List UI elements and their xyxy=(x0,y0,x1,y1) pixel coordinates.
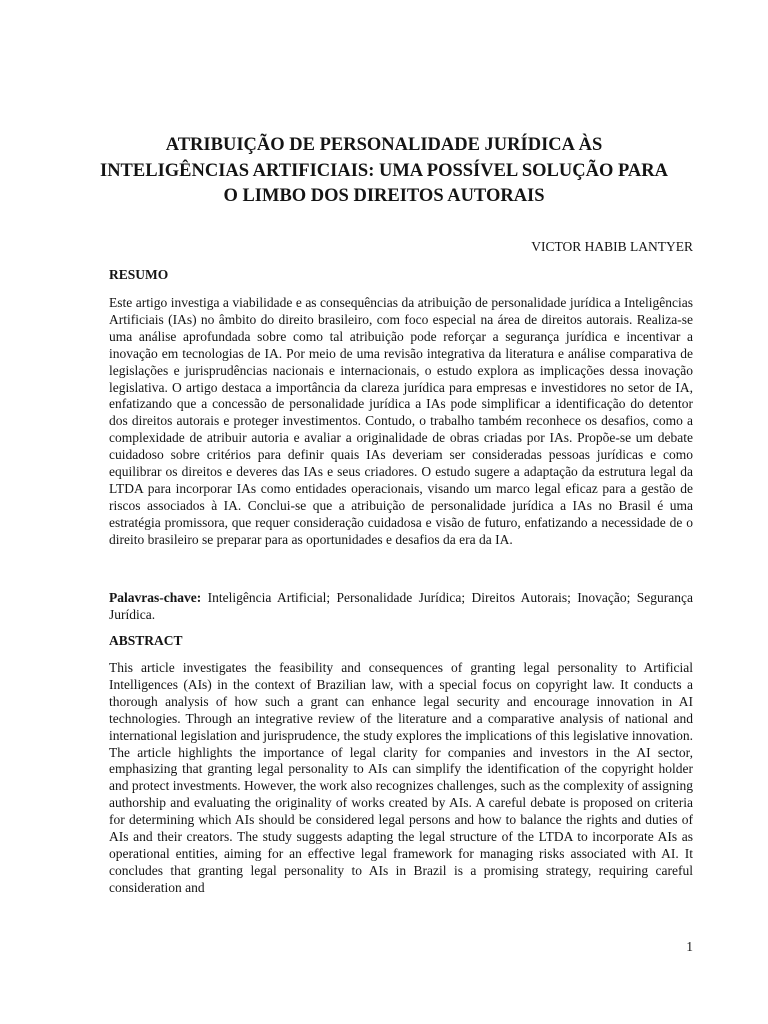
resumo-heading: RESUMO xyxy=(109,267,169,282)
page-number: 1 xyxy=(686,939,693,954)
paper-title: ATRIBUIÇÃO DE PERSONALIDADE JURÍDICA ÀS INTELIGÊNCIAS ARTIFICIAIS: UMA POSSÍVEL SOLUÇÃO PARA O LIMBO DOS DIREITOS AUTORAIS xyxy=(100,135,668,206)
abstract-body: This article investigates the feasibility and consequences of granting legal personality to Artificial Intelligences (AIs) in the context of Brazilian law, with a special focus on copyright law. It conducts a thorough analysis of how such a grant can enhance legal security and encourage innovation in AI technologies. Through an integrative review of the literature and a comparative analysis of national and international legislation and jurisprudence, the study explores the implications of this legislative innovation. The article highlights the importance of legal clarity for companies and investors in the AI sector, emphasizing that granting legal personality to AIs can simplify the identification of the copyright holder and protect investments. However, the work also recognizes challenges, such as the complexity of assigning authorship and evaluating the originality of works created by AIs. A careful debate is proposed on criteria for determining which AIs should be considered legal persons and how to balance the rights and duties of AIs and their creators. The study suggests adapting the legal structure of the LTDA to incorporate AIs as operational entities, aiming for an effective legal framework for managing risks associated with AI. It concludes that granting legal personality to AIs in Brazil is a promising strategy, requiring careful consideration and xyxy=(109,660,693,895)
author-name: VICTOR HABIB LANTYER xyxy=(531,239,693,254)
keywords-list: Inteligência Artificial; Personalidade Jurídica; Direitos Autorais; Inovação; Segurança Jurídica. xyxy=(109,590,693,622)
keywords-label: Palavras-chave: xyxy=(109,590,202,605)
keywords-paragraph xyxy=(109,590,693,624)
abstract-heading: ABSTRACT xyxy=(109,633,183,648)
resumo-body: Este artigo investiga a viabilidade e as consequências da atribuição de personalidade jurídica a Inteligências Artificiais (IAs) no âmbito do direito brasileiro, com foco especial na área de direitos autorais. Realiza-se uma análise aprofundada sobre como tal atribuição pode reforçar a segurança jurídica e incentivar a inovação em tecnologias de IA. Por meio de uma revisão integrativa da literatura e análise comparativa de legislações e jurisprudências nacionais e internacionais, o estudo explora as implicações dessa inovação legislativa. O artigo destaca a importância da clareza jurídica para empresas e investidores no setor de IA, enfatizando que a concessão de personalidade jurídica a IAs pode simplificar a identificação do detentor dos direitos autorais e proteger investimentos. Contudo, o trabalho também reconhece os desafios, como a complexidade de atribuir autoria e avaliar a originalidade de obras criadas por IAs. Propõe-se um debate cuidadoso sobre critérios para definir quais IAs deveriam ser consideradas pessoas jurídicas e como equilibrar os direitos e deveres das IAs e seus criadores. O estudo sugere a adaptação da estrutura legal da LTDA para incorporar IAs como entidades operacionais, visando um marco legal eficaz para a gestão de riscos associados à IA. Conclui-se que a atribuição de personalidade jurídica a IAs no Brasil é uma estratégia promissora, que requer consideração cuidadosa e visão de futuro, enfatizando a necessidade de o direito brasileiro se preparar para as oportunidades e desafios da era da IA. xyxy=(109,295,693,547)
